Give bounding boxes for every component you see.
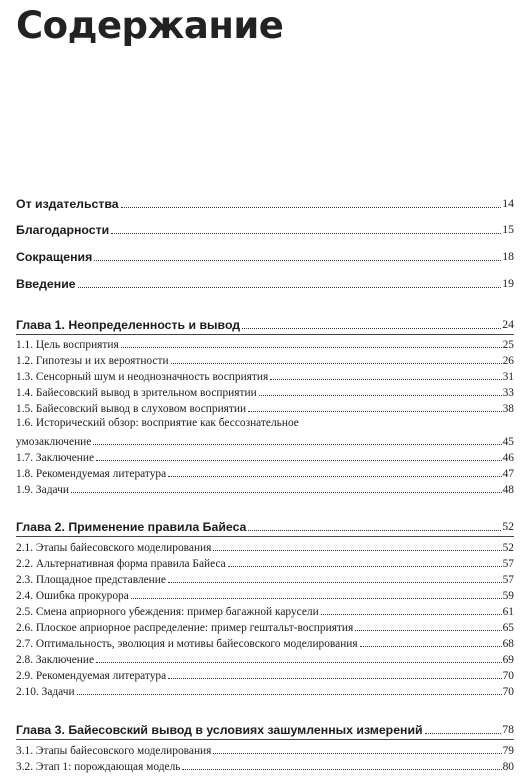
dot-leader xyxy=(360,646,502,647)
section-label: 2.1. Этапы байесовского моделирования xyxy=(16,542,212,554)
toc-section[interactable] xyxy=(16,400,514,415)
chapter-divider xyxy=(16,536,514,537)
section-label: 2.7. Оптимальность, эволюция и мотивы байесовского моделирования xyxy=(16,638,358,650)
toc-section[interactable] xyxy=(16,651,514,666)
dot-leader xyxy=(425,733,502,734)
section-label-line2: умозаключение xyxy=(16,436,92,448)
toc-chapter-1[interactable] xyxy=(16,315,514,332)
section-label: 1.3. Сенсорный шум и неоднозначность восприятия xyxy=(16,371,269,383)
toc-section[interactable] xyxy=(16,336,514,351)
section-page: 79 xyxy=(502,745,514,757)
page-title: Содержание xyxy=(16,4,284,47)
section-label: 3.1. Этапы байесовского моделирования xyxy=(16,745,212,757)
dot-leader xyxy=(171,363,502,364)
toc-entry-label: Благодарности xyxy=(16,223,110,237)
section-label: 1.2. Гипотезы и их вероятности xyxy=(16,355,169,367)
toc-entry-abbreviations[interactable] xyxy=(16,247,514,264)
section-page: 70 xyxy=(502,686,514,698)
dot-leader xyxy=(168,678,501,679)
section-page: 70 xyxy=(502,670,514,682)
toc-entry-label: От издательства xyxy=(16,197,119,211)
section-label: 1.1. Цель восприятия xyxy=(16,339,119,351)
dot-leader xyxy=(321,614,502,615)
section-label: 2.5. Смена априорного убеждения: пример багажной карусели xyxy=(16,606,319,618)
dot-leader xyxy=(248,411,502,412)
toc-section[interactable] xyxy=(16,555,514,570)
chapter-title: Глава 2. Применение правила Байеса xyxy=(16,520,247,534)
toc-section[interactable] xyxy=(16,449,514,464)
chapter-title: Глава 1. Неопределенность и вывод xyxy=(16,318,241,332)
section-label: 2.10. Задачи xyxy=(16,686,75,698)
dot-leader xyxy=(96,662,502,663)
toc-section[interactable] xyxy=(16,683,514,698)
toc-entry-acknowledgements[interactable] xyxy=(16,220,514,237)
section-label: 3.2. Этап 1: порождающая модель xyxy=(16,761,181,773)
toc-section[interactable] xyxy=(16,635,514,650)
section-page: 48 xyxy=(502,484,514,496)
toc-entry-page: 14 xyxy=(502,196,514,210)
dot-leader xyxy=(121,207,502,208)
section-page: 52 xyxy=(502,542,514,554)
dot-leader xyxy=(259,395,502,396)
section-label: 1.7. Заключение xyxy=(16,452,95,464)
toc-section[interactable] xyxy=(16,758,514,773)
toc-section[interactable] xyxy=(16,433,514,448)
dot-leader xyxy=(94,260,501,261)
section-page: 80 xyxy=(502,761,514,773)
section-label: 1.8. Рекомендуемая литература xyxy=(16,468,167,480)
section-page: 46 xyxy=(502,452,514,464)
dot-leader xyxy=(78,287,502,288)
toc-section[interactable] xyxy=(16,465,514,480)
section-label: 2.6. Плоское априорное распределение: пример гештальт-восприятия xyxy=(16,622,354,634)
section-page: 57 xyxy=(502,574,514,586)
dot-leader xyxy=(355,630,501,631)
toc-section[interactable] xyxy=(16,571,514,586)
section-page: 31 xyxy=(502,371,514,383)
section-page: 26 xyxy=(502,355,514,367)
section-label: 1.9. Задачи xyxy=(16,484,69,496)
toc-section[interactable] xyxy=(16,742,514,757)
dot-leader xyxy=(121,347,502,348)
dot-leader xyxy=(242,328,501,329)
toc-section[interactable] xyxy=(16,587,514,602)
section-label: 2.4. Ошибка прокурора xyxy=(16,590,129,602)
dot-leader xyxy=(111,233,501,234)
dot-leader xyxy=(96,460,502,461)
toc-entry-page: 15 xyxy=(502,222,514,236)
toc-chapter-3[interactable] xyxy=(16,720,514,737)
dot-leader xyxy=(77,694,502,695)
toc-entry-page: 18 xyxy=(502,249,514,263)
chapter-page: 24 xyxy=(502,317,514,331)
dot-leader xyxy=(248,530,501,531)
section-page: 47 xyxy=(502,468,514,480)
section-page: 33 xyxy=(502,387,514,399)
chapter-page: 78 xyxy=(502,722,514,736)
section-page: 38 xyxy=(502,403,514,415)
toc-chapter-2[interactable] xyxy=(16,517,514,534)
toc-section[interactable] xyxy=(16,481,514,496)
dot-leader xyxy=(228,566,502,567)
section-label: 1.4. Байесовский вывод в зрительном восприятии xyxy=(16,387,257,399)
toc-section[interactable] xyxy=(16,539,514,554)
toc-section[interactable] xyxy=(16,603,514,618)
section-label: 2.8. Заключение xyxy=(16,654,95,666)
section-page: 25 xyxy=(502,339,514,351)
section-page: 68 xyxy=(502,638,514,650)
dot-leader xyxy=(168,582,502,583)
toc-section[interactable] xyxy=(16,667,514,682)
dot-leader xyxy=(71,492,502,493)
dot-leader xyxy=(168,476,501,477)
toc-entry-from-publisher[interactable] xyxy=(16,194,514,211)
section-label: 1.5. Байесовский вывод в слуховом восприятии xyxy=(16,403,247,415)
section-page: 65 xyxy=(502,622,514,634)
toc-section[interactable] xyxy=(16,368,514,383)
dot-leader xyxy=(270,379,501,380)
dot-leader xyxy=(93,444,501,445)
section-page: 57 xyxy=(502,558,514,570)
dot-leader xyxy=(213,550,501,551)
chapter-divider xyxy=(16,739,514,740)
dot-leader xyxy=(131,598,502,599)
chapter-divider xyxy=(16,334,514,335)
section-label-line1[interactable]: 1.6. Исторический обзор: восприятие как бессознательное xyxy=(16,417,299,429)
section-label: 2.3. Площадное представление xyxy=(16,574,166,586)
toc-entry-introduction[interactable] xyxy=(16,274,514,291)
dot-leader xyxy=(213,753,501,754)
toc-entry-label: Сокращения xyxy=(16,250,93,264)
toc-section[interactable] xyxy=(16,384,514,399)
section-label: 2.2. Альтернативная форма правила Байеса xyxy=(16,558,226,570)
section-label: 2.9. Рекомендуемая литература xyxy=(16,670,167,682)
toc-section[interactable] xyxy=(16,619,514,634)
section-page: 45 xyxy=(502,436,514,448)
section-page: 69 xyxy=(502,654,514,666)
toc-entry-page: 19 xyxy=(502,276,514,290)
section-page: 59 xyxy=(502,590,514,602)
toc-entry-label: Введение xyxy=(16,277,76,291)
chapter-title: Глава 3. Байесовский вывод в условиях зашумленных измерений xyxy=(16,723,423,737)
toc-section[interactable] xyxy=(16,352,514,367)
chapter-page: 52 xyxy=(502,519,514,533)
dot-leader xyxy=(182,769,501,770)
section-page: 61 xyxy=(502,606,514,618)
